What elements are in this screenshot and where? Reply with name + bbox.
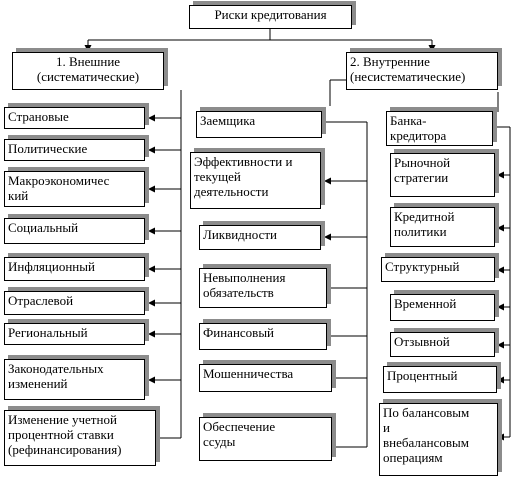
- arrow-head: [497, 172, 504, 179]
- bank-item-market-strategy: Рыночной стратегии: [390, 153, 495, 197]
- arrow-head: [497, 225, 504, 232]
- external-item-country: Страновые: [4, 107, 145, 129]
- bank-item-recall: Отзывной: [390, 332, 495, 357]
- root-node: Риски кредитования: [189, 5, 352, 29]
- external-item-macroeconomic: Макроэкономичес кий: [4, 171, 145, 207]
- arrow-head: [497, 434, 504, 441]
- external-item-regional: Региональный: [4, 323, 145, 345]
- arrow-head: [148, 377, 155, 384]
- arrow-head: [148, 266, 155, 273]
- external-item-refinancing-rate: Изменение учетной процентной ставки (рефинансирования): [4, 410, 156, 466]
- arrow-head: [148, 147, 155, 154]
- internal-risks-node: 2. Внутренние (несистематические): [346, 52, 498, 90]
- arrow-head: [429, 45, 436, 52]
- arrow-head: [497, 267, 504, 274]
- arrow-head: [497, 304, 504, 311]
- bank-item-structural: Структурный: [381, 257, 495, 282]
- arrow-head: [148, 228, 155, 235]
- arrow-head: [324, 178, 331, 185]
- bank-item-interest: Процентный: [383, 366, 497, 393]
- arrow-head: [497, 377, 504, 384]
- borrower-item-collateral: Обеспечение ссуды: [199, 417, 332, 461]
- external-item-inflation: Инфляционный: [4, 257, 145, 281]
- external-item-industry: Отраслевой: [4, 291, 145, 315]
- external-item-legislative: Законодательных изменений: [4, 359, 145, 400]
- borrower-node: Заемщика: [196, 111, 322, 138]
- bank-item-balance-operations: По балансовым и внебалансовым операциям: [379, 403, 498, 476]
- arrow-head: [497, 342, 504, 349]
- borrower-item-financial: Финансовый: [199, 323, 327, 350]
- external-item-political: Политические: [4, 139, 145, 161]
- arrow-head: [148, 186, 155, 193]
- borrower-item-default: Невыполнения обязательств: [199, 268, 327, 308]
- borrower-item-fraud: Мошенничества: [199, 364, 332, 392]
- arrow-head: [324, 234, 331, 241]
- arrow-head: [148, 300, 155, 307]
- arrow-head: [148, 115, 155, 122]
- arrow-head: [148, 331, 155, 338]
- borrower-item-liquidity: Ликвидности: [199, 225, 321, 250]
- bank-node: Банка- кредитора: [386, 111, 493, 146]
- bank-item-credit-policy: Кредитной политики: [390, 207, 495, 247]
- bank-item-temporal: Временной: [390, 294, 495, 321]
- arrow-head: [85, 45, 92, 52]
- external-risks-node: 1. Внешние (систематические): [12, 52, 164, 90]
- borrower-item-efficiency: Эффективности и текущей деятельности: [190, 152, 321, 209]
- external-item-social: Социальный: [4, 218, 145, 244]
